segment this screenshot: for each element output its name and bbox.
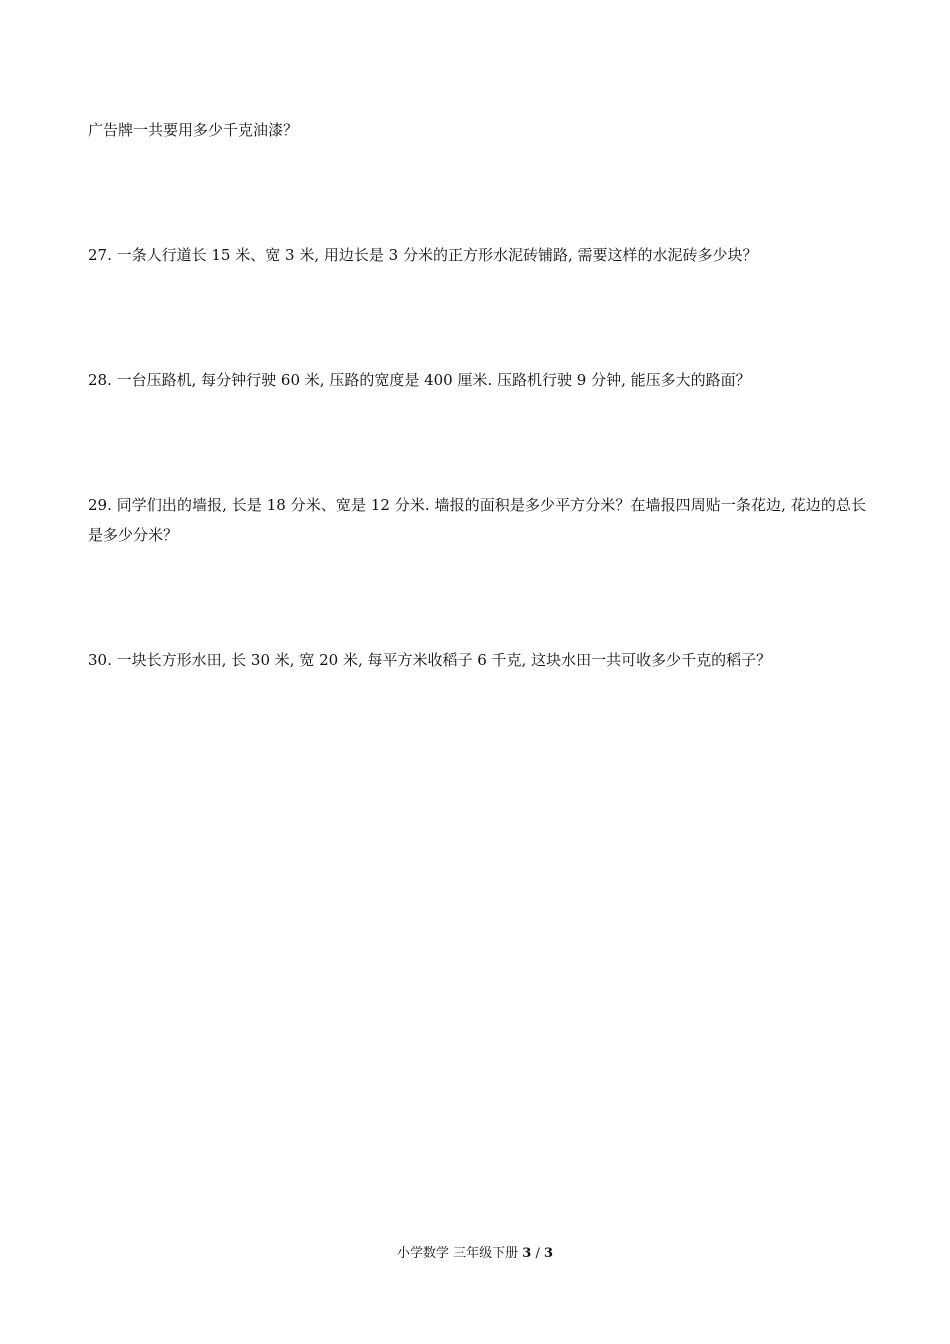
question-27: 27. 一条人行道长 15 米、宽 3 米, 用边长是 3 分米的正方形水泥砖铺路, 需要这样的水泥砖多少块？	[88, 246, 758, 264]
page-footer	[0, 1245, 950, 1263]
question-29: 29. 同学们出的墙报, 长是 18 分米、宽是 12 分米. 墙报的面积是多少平方分米？在墙报四周贴一条花边, 花边的总长是多少分米？	[88, 496, 866, 544]
footer-page-total: 3	[543, 1246, 554, 1261]
footer-subject: 小学数学 三年级下册	[396, 1246, 519, 1261]
footer-separator: /	[535, 1246, 540, 1261]
question-30: 30. 一块长方形水田, 长 30 米, 宽 20 米, 每平方米收稻子 6 千克, 这块水田一共可收多少千克的稻子？	[88, 651, 772, 669]
question-28: 28. 一台压路机, 每分钟行驶 60 米, 压路的宽度是 400 厘米. 压路机行驶 9 分钟, 能压多大的路面？	[88, 371, 751, 389]
footer-page-current: 3	[522, 1246, 532, 1261]
question-26-continuation: 广告牌一共要用多少千克油漆？	[88, 121, 299, 139]
